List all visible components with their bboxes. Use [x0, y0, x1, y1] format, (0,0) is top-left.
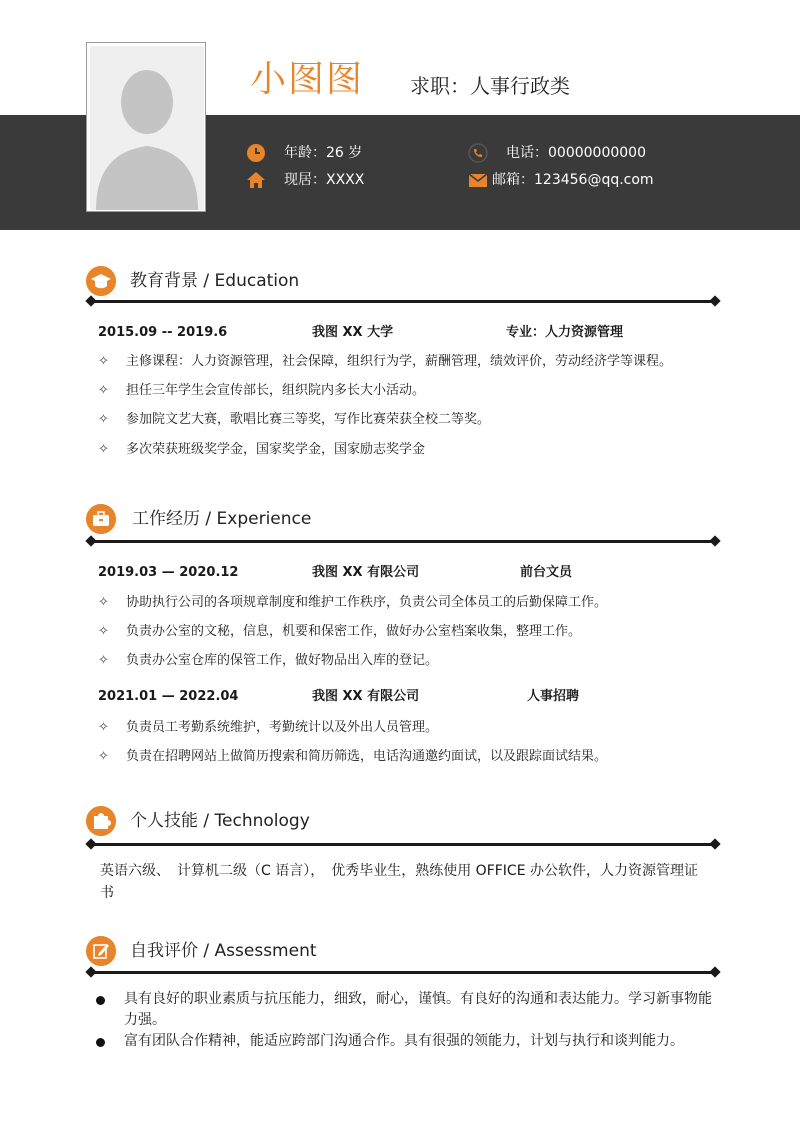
skills-divider: [90, 843, 716, 846]
list-item: ✧ 负责办公室仓库的保管工作，做好物品出入库的登记。: [98, 653, 439, 668]
job-objective: 求职：人事行政类: [410, 74, 570, 98]
graduation-cap-icon: [86, 266, 116, 296]
list-item: ✧ 多次荣获班级奖学金，国家奖学金，国家励志奖学金: [98, 442, 426, 457]
assessment-title: 自我评价 / Assessment: [130, 941, 317, 961]
job-period: 2019.03 — 2020.12: [98, 565, 239, 580]
assessment-item: 富有团队合作精神，能适应跨部门沟通合作。具有很强的领能力，计划与执行和谈判能力。: [124, 1033, 684, 1049]
education-period: 2015.09 -- 2019.6: [98, 325, 228, 340]
email-info: [492, 170, 654, 190]
bullet-icon: ✧: [98, 653, 109, 668]
email-text: 邮箱：123456@qq.com: [492, 172, 654, 188]
list-item: ✧ 参加院文艺大赛，歌唱比赛三等奖，写作比赛荣获全校二等奖。: [98, 412, 491, 427]
bullet-icon: ✧: [98, 412, 109, 427]
phone-icon: [468, 143, 488, 163]
list-item: ✧ 负责在招聘网站上做简历搜索和简历筛选，电话沟通邀约面试，以及跟踪面试结果。: [98, 749, 608, 764]
candidate-name: 小图图: [250, 59, 365, 100]
bullet-icon: ✧: [98, 383, 109, 398]
profile-photo: [86, 42, 206, 212]
avatar-silhouette-icon: [90, 46, 204, 210]
age-info: [284, 143, 362, 163]
skills-text: 英语六级、 计算机二级（C 语言）， 优秀毕业生，熟练使用 OFFICE 办公软件，人力资源管理证书: [100, 863, 698, 901]
assessment-divider: [90, 971, 716, 974]
job-period: 2021.01 — 2022.04: [98, 689, 239, 704]
job-company: 我图 XX 有限公司: [312, 565, 420, 580]
job-company: 我图 XX 有限公司: [312, 689, 420, 704]
puzzle-icon: [86, 806, 116, 836]
clock-icon: [246, 143, 266, 163]
list-item: ✧ 协助执行公司的各项规章制度和维护工作秩序，负责公司全体员工的后勤保障工作。: [98, 595, 608, 610]
bullet-icon: ✧: [98, 442, 109, 457]
bullet-dot-icon: [96, 996, 105, 1005]
list-item: ✧ 负责员工考勤系统维护，考勤统计以及外出人员管理。: [98, 720, 439, 735]
briefcase-icon: [86, 504, 116, 534]
assessment-item: 具有良好的职业素质与抗压能力，细致，耐心，谨慎。有良好的沟通和表达能力。学习新事物能力强。: [124, 991, 712, 1028]
job-role: 人事招聘: [527, 689, 580, 704]
home-icon: [246, 170, 266, 190]
education-divider: [90, 300, 716, 303]
list-item: ✧ 担任三年学生会宣传部长，组织院内多长大小活动。: [98, 383, 426, 398]
residence-info: [284, 170, 364, 190]
phone-text: 电话：00000000000: [506, 145, 646, 161]
bullet-dot-icon: [96, 1038, 105, 1047]
bullet-icon: ✧: [98, 595, 109, 610]
age-text: 年龄：26 岁: [284, 145, 363, 161]
mail-icon: [468, 170, 488, 190]
list-item: ✧ 主修课程：人力资源管理，社会保障，组织行为学，薪酬管理，绩效评价，劳动经济学等课程。: [98, 354, 673, 369]
list-item: ✧ 负责办公室的文秘，信息，机要和保密工作，做好办公室档案收集，整理工作。: [98, 624, 582, 639]
skills-title: 个人技能 / Technology: [130, 811, 310, 831]
residence-text: 现居：XXXX: [284, 172, 365, 188]
education-major: 专业：人力资源管理: [506, 325, 624, 340]
experience-title: 工作经历 / Experience: [132, 509, 312, 529]
bullet-icon: ✧: [98, 720, 109, 735]
education-title: 教育背景 / Education: [130, 271, 300, 291]
education-school: 我图 XX 大学: [312, 325, 394, 340]
bullet-icon: ✧: [98, 624, 109, 639]
bullet-icon: ✧: [98, 749, 109, 764]
phone-info: [506, 143, 646, 163]
bullet-icon: ✧: [98, 354, 109, 369]
job-role: 前台文员: [520, 565, 573, 580]
edit-icon: [86, 936, 116, 966]
experience-divider: [90, 540, 716, 543]
